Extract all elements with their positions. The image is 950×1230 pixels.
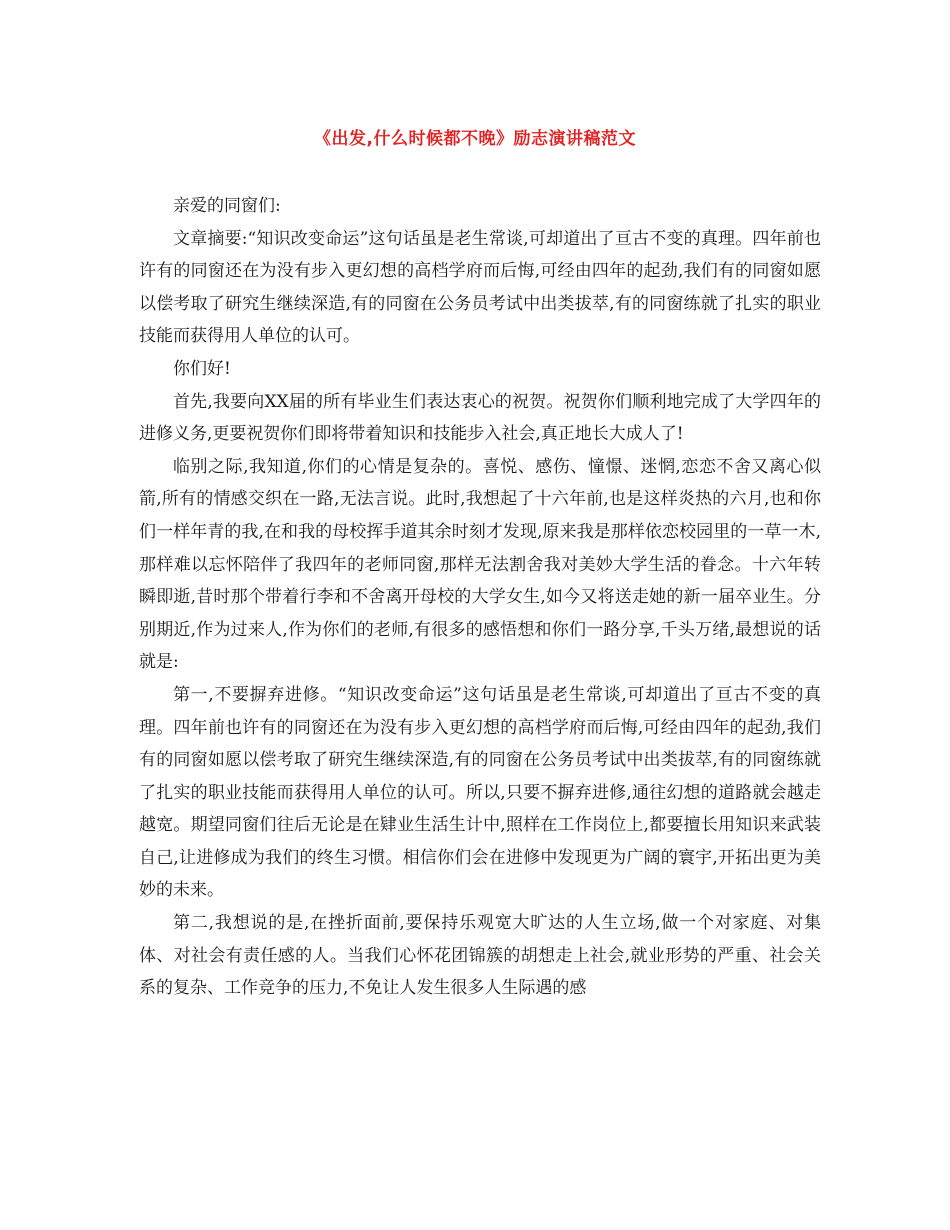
document-title: 《出发,什么时候都不晚》励志演讲稿范文 xyxy=(314,129,636,149)
paragraph-point-two: 第二,我想说的是,在挫折面前,要保持乐观宽大旷达的人生立场,做一个对家庭、对集体、对社会有责任感的人。当我们心怀花团锦簇的胡想走上社会,就业形势的严重、社会关系的复杂、工作竞争的压力,不免让人发生很多人生际遇的感 xyxy=(139,913,821,999)
paragraph-point-one: 第一,不要摒弃进修。“知识改变命运”这句话虽是老生常谈,可却道出了亘古不变的真理。四年前也许有的同窗还在为没有步入更幻想的高档学府而后悔,可经由四年的起劲,我们有的同窗如愿以偿考取了研究生继续深造,有的同窗在公务员考试中出类拔萃,有的同窗练就了扎实的职业技能而获得用人单位的认可。所以,只要不摒弃进修,通往幻想的道路就会越走越宽。期望同窗们往后无论是在肄业生活生计中,照样在工作岗位上,都要擅长用知识来武装自己,让进修成为我们的终生习惯。相信你们会在进修中发现更为广阔的寰宇,开拓出更为美妙的未来。 xyxy=(139,684,821,901)
document-body xyxy=(139,190,821,1005)
paragraph-farewell: 临别之际,我知道,你们的心情是复杂的。喜悦、感伤、憧憬、迷惘,恋恋不舍又离心似箭,所有的情感交织在一路,无法言说。此时,我想起了十六年前,也是这样炎热的六月,也和你们一样年青的我,在和我的母校挥手道其余时刻才发现,原来我是那样依恋校园里的一草一木,那样难以忘怀陪伴了我四年的老师同窗,那样无法割舍我对美妙大学生活的眷念。十六年转瞬即逝,昔时那个带着行李和不舍离开母校的大学女生,如今又将送走她的新一届卒业生。分别期近,作为过来人,作为你们的老师,有很多的感悟想和你们一路分享,千头万绪,最想说的话就是: xyxy=(139,456,821,673)
paragraph-hello: 你们好! xyxy=(173,358,231,379)
paragraph-greeting: 亲爱的同窗们: xyxy=(173,196,281,216)
paragraph-abstract: 文章摘要:“知识改变命运”这句话虽是老生常谈,可却道出了亘古不变的真理。四年前也许有的同窗还在为没有步入更幻想的高档学府而后悔,可经由四年的起劲,我们有的同窗如愿以偿考取了研究生继续深造,有的同窗在公务员考试中出类拔萃,有的同窗练就了扎实的职业技能而获得用人单位的认可。 xyxy=(139,228,821,347)
paragraph-congratulations: 首先,我要向XX届的所有毕业生们表达衷心的祝贺。祝贺你们顺利地完成了大学四年的进修义务,更要祝贺你们即将带着知识和技能步入社会,真正地长大成人了! xyxy=(139,391,821,445)
